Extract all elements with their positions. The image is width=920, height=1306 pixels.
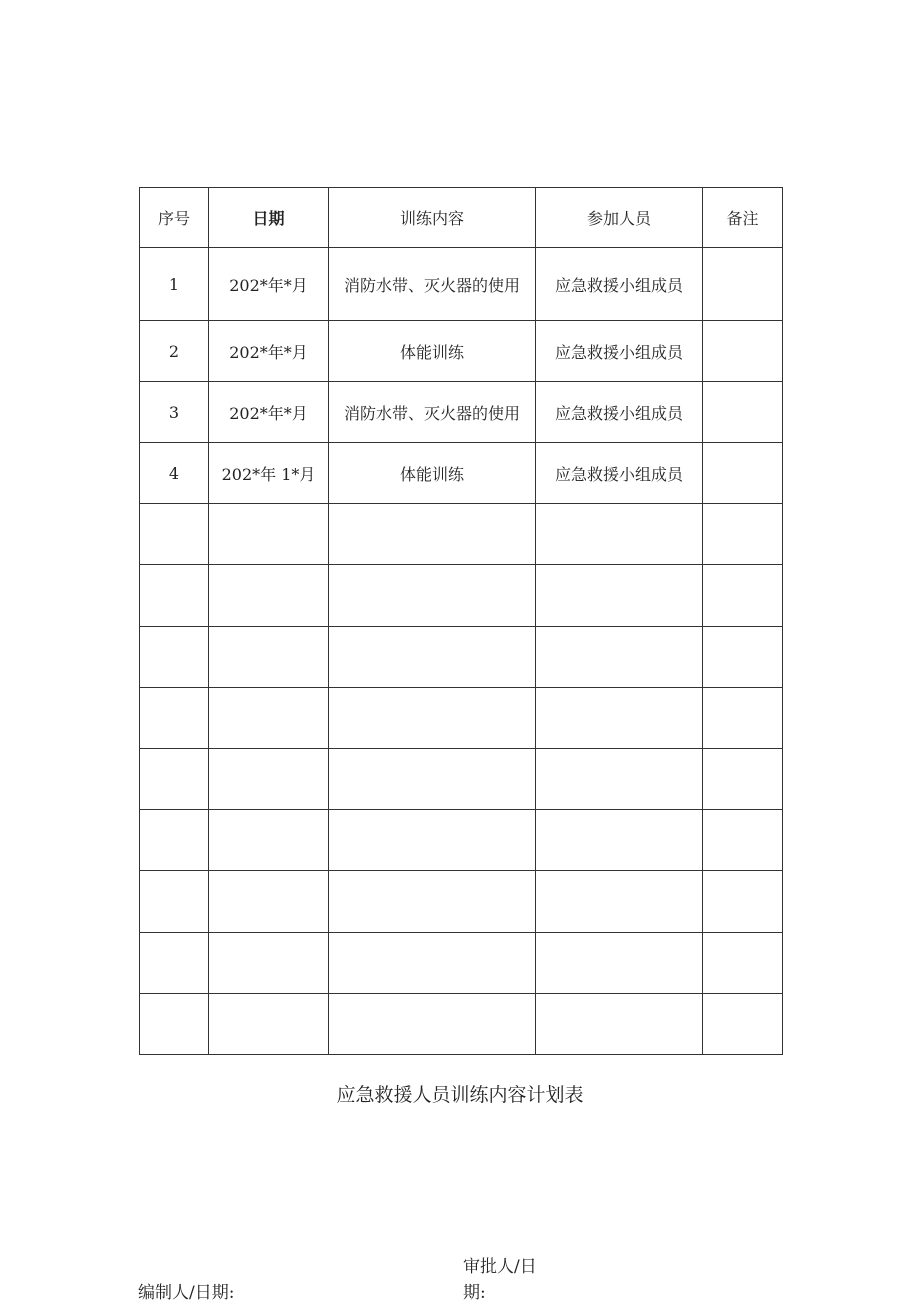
cell-index <box>140 504 209 565</box>
cell-remarks <box>703 443 783 504</box>
header-content: 训练内容 <box>329 188 536 248</box>
cell-content: 体能训练 <box>329 321 536 382</box>
cell-content <box>329 565 536 627</box>
compiler-signature-label: 编制人/日期: <box>138 1283 235 1303</box>
cell-remarks <box>703 382 783 443</box>
cell-remarks <box>703 933 783 994</box>
cell-content <box>329 810 536 871</box>
cell-index <box>140 933 209 994</box>
cell-index <box>140 565 209 627</box>
cell-date <box>209 565 329 627</box>
table-caption: 应急救援人员训练内容计划表 <box>336 1084 584 1106</box>
cell-index: 3 <box>140 382 209 443</box>
cell-index: 1 <box>140 248 209 321</box>
table-row <box>140 871 783 933</box>
table-row <box>140 443 783 504</box>
cell-participants <box>536 504 703 565</box>
cell-content <box>329 994 536 1055</box>
cell-participants <box>536 933 703 994</box>
cell-participants <box>536 749 703 810</box>
cell-index <box>140 688 209 749</box>
cell-date: 202*年*月 <box>209 248 329 321</box>
cell-participants: 应急救援小组成员 <box>536 443 703 504</box>
cell-date <box>209 933 329 994</box>
cell-date <box>209 504 329 565</box>
table-row <box>140 321 783 382</box>
cell-index <box>140 994 209 1055</box>
cell-date <box>209 749 329 810</box>
table-row <box>140 810 783 871</box>
cell-date <box>209 688 329 749</box>
cell-content <box>329 933 536 994</box>
cell-remarks <box>703 504 783 565</box>
cell-content <box>329 627 536 688</box>
cell-index <box>140 627 209 688</box>
table-row <box>140 994 783 1055</box>
cell-date: 202*年*月 <box>209 321 329 382</box>
table-body <box>140 248 783 1055</box>
cell-date <box>209 871 329 933</box>
cell-content: 消防水带、灭火器的使用 <box>329 248 536 321</box>
header-date: 日期 <box>209 188 329 248</box>
approver-label-line1: 审批人/日 <box>463 1257 537 1277</box>
cell-index <box>140 749 209 810</box>
cell-remarks <box>703 871 783 933</box>
cell-date <box>209 810 329 871</box>
cell-participants <box>536 688 703 749</box>
approver-label-line2: 期: <box>463 1283 486 1303</box>
cell-index <box>140 810 209 871</box>
cell-content <box>329 871 536 933</box>
cell-content <box>329 688 536 749</box>
table-row <box>140 688 783 749</box>
cell-remarks <box>703 994 783 1055</box>
cell-remarks <box>703 627 783 688</box>
cell-participants: 应急救援小组成员 <box>536 321 703 382</box>
cell-participants <box>536 627 703 688</box>
cell-index: 4 <box>140 443 209 504</box>
cell-content <box>329 749 536 810</box>
header-participants: 参加人员 <box>536 188 703 248</box>
cell-date <box>209 994 329 1055</box>
training-plan-table <box>139 187 783 1055</box>
cell-content: 消防水带、灭火器的使用 <box>329 382 536 443</box>
table-row <box>140 933 783 994</box>
header-index: 序号 <box>140 188 209 248</box>
cell-participants <box>536 871 703 933</box>
cell-participants: 应急救援小组成员 <box>536 382 703 443</box>
cell-content <box>329 504 536 565</box>
cell-index <box>140 871 209 933</box>
table-row <box>140 504 783 565</box>
cell-date: 202*年*月 <box>209 382 329 443</box>
cell-participants: 应急救援小组成员 <box>536 248 703 321</box>
cell-date <box>209 627 329 688</box>
table-row <box>140 248 783 321</box>
table-row <box>140 565 783 627</box>
cell-remarks <box>703 321 783 382</box>
cell-participants <box>536 994 703 1055</box>
cell-index: 2 <box>140 321 209 382</box>
cell-participants <box>536 810 703 871</box>
table-row <box>140 382 783 443</box>
cell-content: 体能训练 <box>329 443 536 504</box>
cell-remarks <box>703 248 783 321</box>
cell-participants <box>536 565 703 627</box>
approver-signature-label <box>463 1254 563 1306</box>
cell-remarks <box>703 688 783 749</box>
header-remarks: 备注 <box>703 188 783 248</box>
table-row <box>140 749 783 810</box>
table-header-row <box>140 188 783 248</box>
cell-remarks <box>703 749 783 810</box>
cell-date: 202*年 1*月 <box>209 443 329 504</box>
table-row <box>140 627 783 688</box>
cell-remarks <box>703 565 783 627</box>
cell-remarks <box>703 810 783 871</box>
